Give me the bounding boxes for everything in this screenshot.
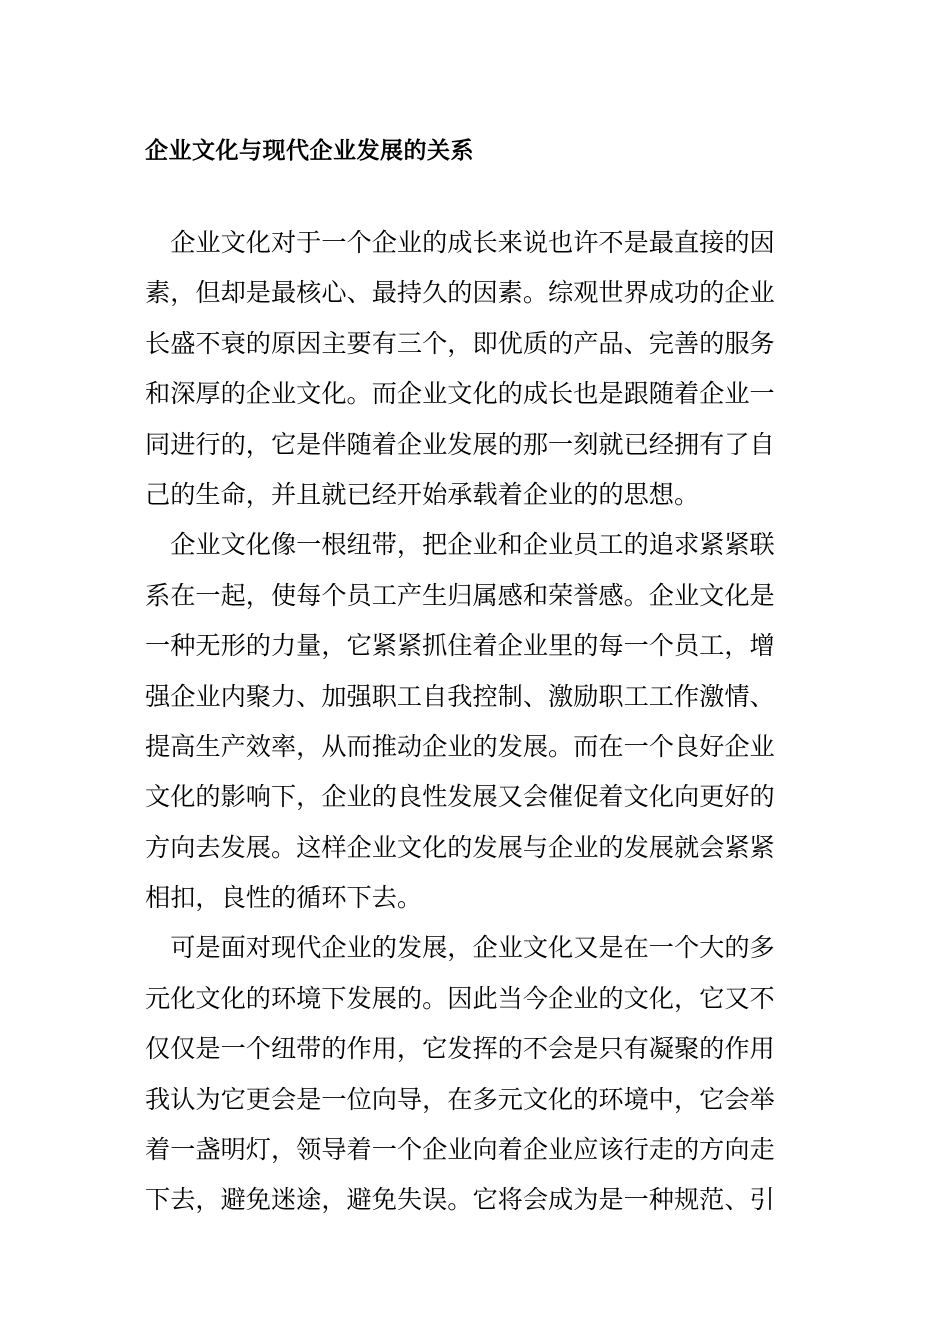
text-line: 提高生产效率，从而推动企业的发展。而在一个良好企业 [145, 731, 775, 761]
paragraph-2 [145, 520, 807, 923]
text-line: 相扣，良性的循环下去。 [145, 883, 423, 913]
document-title: 企业文化与现代企业发展的关系 [145, 138, 474, 164]
text-line: 己的生命，并且就已经开始承载着企业的的思想。 [145, 479, 700, 509]
text-line: 素，但却是最核心、最持久的因素。综观世界成功的企业 [145, 278, 775, 308]
text-line: 同进行的，它是伴随着企业发展的那一刻就已经拥有了自 [145, 429, 775, 459]
text-line: 文化的影响下，企业的良性发展又会催促着文化向更好的 [145, 782, 775, 812]
text-line: 我认为它更会是一位向导，在多元文化的环境中，它会举 [145, 1084, 775, 1114]
text-line: 可是面对现代企业的发展，企业文化又是在一个大的多 [145, 933, 775, 963]
text-line: 系在一起，使每个员工产生归属感和荣誉感。企业文化是 [145, 580, 775, 610]
text-line: 仅仅是一个纽带的作用，它发挥的不会是只有凝聚的作用 [145, 1034, 775, 1064]
text-line: 元化文化的环境下发展的。因此当今企业的文化，它又不 [145, 983, 775, 1013]
text-line: 长盛不衰的原因主要有三个，即优质的产品、完善的服务 [145, 328, 775, 358]
text-line: 方向去发展。这样企业文化的发展与企业的发展就会紧紧 [145, 832, 775, 862]
paragraph-1 [145, 218, 807, 520]
text-line: 着一盏明灯，领导着一个企业向着企业应该行走的方向走 [145, 1135, 775, 1165]
text-line: 企业文化像一根纽带，把企业和企业员工的追求紧紧联 [145, 530, 775, 560]
text-line: 和深厚的企业文化。而企业文化的成长也是跟随着企业一 [145, 379, 775, 409]
text-line: 企业文化对于一个企业的成长来说也许不是最直接的因 [145, 228, 775, 257]
paragraph-3 [145, 923, 807, 1225]
text-line: 一种无形的力量，它紧紧抓住着企业里的每一个员工，增 [145, 631, 775, 661]
text-line: 强企业内聚力、加强职工自我控制、激励职工工作激情、 [145, 681, 775, 711]
document-body [145, 218, 807, 1226]
text-line: 下去，避免迷途，避免失误。它将会成为是一种规范、引 [145, 1185, 775, 1215]
